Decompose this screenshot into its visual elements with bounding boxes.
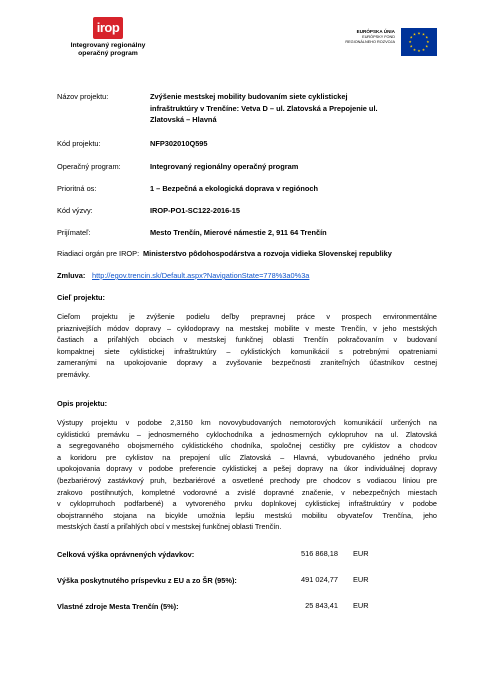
kod-projektu-label: Kód projektu: bbox=[57, 139, 101, 148]
riadiaci-organ-value: Ministerstvo pôdohospodárstva a rozvoja vidieka Slovenskej republiky bbox=[143, 249, 392, 258]
svg-text:★: ★ bbox=[409, 44, 413, 49]
prijimatel-value: Mesto Trenčín, Mierové námestie 2, 911 64 Trenčín bbox=[150, 228, 327, 237]
opis-line: obojstranného stojana na bicykle umožnia lepšiu mestskú mobilitu obyvateľov Trenčína, jeho bbox=[57, 510, 437, 520]
celkove-vydavky-label: Celková výška oprávnených výdavkov: bbox=[57, 550, 195, 559]
vlastne-zdroje-label: Vlastné zdroje Mesta Trenčín (5%): bbox=[57, 602, 179, 611]
opis-line: (bezbariérový zastávkový pruh, bezbariérové a osvetlené prechody pre chodcov s vodiacou líniou pre bbox=[57, 475, 437, 485]
ciel-heading: Cieľ projektu: bbox=[57, 293, 106, 302]
zmluva-label: Zmluva: bbox=[57, 271, 86, 280]
nazov-value-line-2: infraštruktúry v Trenčíne: Vetva D – ul. Zlatovská a Prepojenie ul. bbox=[150, 103, 378, 113]
op-value: Integrovaný regionálny operačný program bbox=[150, 162, 299, 171]
celkove-vydavky-currency: EUR bbox=[353, 549, 369, 558]
kod-projektu-value: NFP302010Q595 bbox=[150, 139, 208, 148]
nazov-label: Názov projektu: bbox=[57, 92, 109, 101]
eu-subtitle-1: EURÓPSKY FOND bbox=[362, 35, 395, 39]
prispevok-label: Výška poskytnutého príspevku z EU a zo ŠR (95%): bbox=[57, 576, 237, 585]
eu-flag-icon bbox=[401, 28, 437, 56]
irop-caption-line-2: operačný program bbox=[78, 50, 138, 57]
op-label: Operačný program: bbox=[57, 162, 121, 171]
svg-text:★: ★ bbox=[421, 32, 426, 37]
ciel-line: Cieľom projektu je zvýšenie podielu deľby prepravnej práce v prospech environmentálne bbox=[57, 312, 437, 321]
svg-text:★: ★ bbox=[421, 47, 426, 52]
eu-logo-text bbox=[325, 29, 395, 45]
opis-line: v cykloprruhoch podfarbené) a vytvoreného prvku doplnkovej cyklistickej infraštruktúry v podobe bbox=[57, 499, 437, 509]
zmluva-link[interactable]: http://egov.trencin.sk/Default.aspx?NavigationState=778%3a0%3a bbox=[92, 271, 310, 280]
prijimatel-label: Prijímateľ: bbox=[57, 228, 91, 237]
celkove-vydavky-amount: 516 868,18 bbox=[301, 549, 338, 558]
vlastne-zdroje-amount: 25 843,41 bbox=[305, 601, 338, 610]
eu-logo bbox=[345, 28, 437, 60]
irop-logo-mark: irop bbox=[93, 17, 123, 39]
opis-line: cyklistickú premávku – jednosmerného cyklochodníka a jednosmerných cyklopruhov na ul. Zlatovská bbox=[57, 429, 437, 439]
eu-subtitle-2: REGIONÁLNEHO ROZVOJA bbox=[345, 40, 395, 44]
svg-text:★: ★ bbox=[412, 32, 417, 37]
opis-line: a segregovaného obojsmerného cyklistického chodníka, spoločnej cestičky pre cyklistov a chodcov bbox=[57, 441, 437, 451]
opis-line: upokojovania dopravy v podobe preferencie cyklistickej a pešej dopravy na úkor individuálnej dopravy bbox=[57, 464, 437, 474]
nazov-value-line-3: Zlatovská – Hlavná bbox=[150, 115, 217, 124]
vlastne-zdroje-currency: EUR bbox=[353, 601, 369, 610]
svg-text:★: ★ bbox=[412, 47, 417, 52]
ciel-line: zameranými na upokojovanie dopravy a zvyšovanie bezpečnosti zraniteľných účastníkov cestnej bbox=[57, 358, 437, 368]
prispevok-amount: 491 024,77 bbox=[301, 575, 338, 584]
svg-text:★: ★ bbox=[425, 35, 429, 40]
ciel-paragraph bbox=[57, 311, 437, 381]
kod-vyzvy-value: IROP-PO1-SC122-2016-15 bbox=[150, 206, 240, 215]
irop-caption-line-1: Integrovaný regionálny bbox=[70, 42, 146, 49]
riadiaci-organ-label: Riadiaci orgán pre IROP: bbox=[57, 249, 140, 258]
svg-text:★: ★ bbox=[425, 44, 429, 49]
ciel-line: priaznivejších módov dopravy – cyklodopravy na mestskej mobilite v meste Trenčín, v jeho mestských bbox=[57, 323, 437, 333]
svg-text:★: ★ bbox=[409, 35, 413, 40]
ciel-line: kompaktnej siete cyklistickej infraštruktúry – cyklistických komunikácií s potrebnými opatreniami bbox=[57, 346, 437, 356]
prioritna-os-value: 1 – Bezpečná a ekologická doprava v regiónoch bbox=[150, 184, 318, 193]
ciel-line: častiach a priľahlých obciach v mestskej funkčnej oblasti Trenčín pokračovaním v budovaní bbox=[57, 335, 437, 345]
opis-heading: Opis projektu: bbox=[57, 399, 108, 408]
ciel-line: premávky. bbox=[57, 369, 91, 379]
irop-caption bbox=[58, 42, 158, 58]
svg-text:★: ★ bbox=[426, 40, 430, 45]
kod-vyzvy-label: Kód výzvy: bbox=[57, 206, 93, 215]
svg-text:★: ★ bbox=[417, 31, 421, 36]
svg-text:★: ★ bbox=[408, 40, 412, 45]
opis-line: Výstupy projektu v podobe 2,3150 km novovybudovaných nemotorových komunikácií určených na bbox=[57, 418, 437, 427]
prioritna-os-label: Prioritná os: bbox=[57, 184, 97, 193]
prispevok-currency: EUR bbox=[353, 575, 369, 584]
irop-logo bbox=[58, 17, 158, 58]
opis-line: zrakovo postihnutých, kompletné vodorovné a zvislé dopravné značenie, v nebezpečných miestach bbox=[57, 487, 437, 497]
eu-title: EURÓPSKA ÚNIA bbox=[356, 29, 395, 34]
opis-line: mestských častí a priľahlých obcí v mestskej funkčnej oblasti Trenčín. bbox=[57, 522, 282, 532]
svg-text:★: ★ bbox=[417, 49, 421, 54]
nazov-value-line-1: Zvýšenie mestskej mobility budovaním siete cyklistickej bbox=[150, 92, 348, 101]
opis-paragraph bbox=[57, 417, 437, 533]
opis-line: a koridoru pre cyklistov na prepojení ulíc Zlatovská – Hlavná, vybudovaného jedného prvku bbox=[57, 452, 437, 462]
